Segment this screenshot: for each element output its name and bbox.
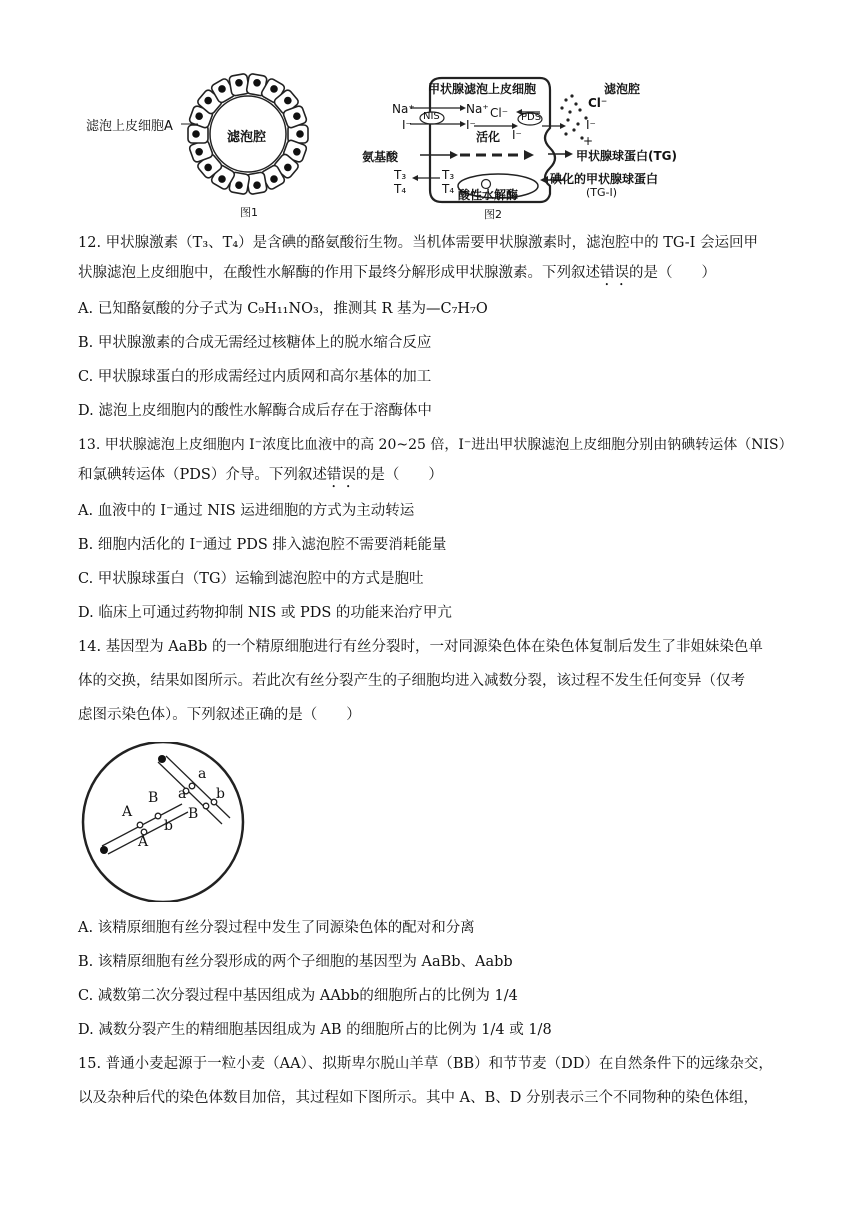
q12-option-d[interactable]: D. 滤泡上皮细胞内的酸性水解酶合成后存在于溶酶体中 bbox=[78, 403, 432, 419]
q12-stem-line2: 状腺滤泡上皮细胞中，在酸性水解酶的作用下最终分解形成甲状腺激素。下列叙述错误的是（ ） bbox=[78, 265, 716, 281]
q14-stem-line3: 虑图示染色体）。下列叙述正确的是（ ） bbox=[78, 707, 361, 723]
q12-stem-line1: 12. 甲状腺激素（T₃、T₄）是含碘的酪氨酸衍生物。当机体需要甲状腺激素时，滤泡腔中的 TG-I 会运回甲 bbox=[78, 235, 759, 251]
q12-option-a[interactable]: A. 已知酪氨酸的分子式为 C₉H₁₁NO₃，推测其 R 基为—C₇H₇O bbox=[78, 301, 488, 317]
figure-1-caption: 图1 bbox=[240, 206, 258, 219]
nis-label: NIS bbox=[423, 111, 440, 122]
gene-label-A: A bbox=[122, 804, 133, 820]
cell-nucleus bbox=[218, 175, 226, 183]
cell-nucleus bbox=[270, 175, 278, 183]
gene-label-a: a bbox=[178, 786, 187, 802]
na-left: Na⁺ bbox=[392, 102, 415, 116]
cell-nucleus bbox=[253, 181, 261, 189]
follicle-cavity-label: 滤泡腔 bbox=[227, 130, 267, 145]
cell-title: 甲状腺滤泡上皮细胞 bbox=[428, 82, 537, 96]
tgi-label: 碘化的甲状腺球蛋白 bbox=[550, 172, 659, 186]
cl-right: Cl⁻ bbox=[588, 96, 608, 110]
cell-nucleus bbox=[235, 181, 243, 189]
gene-label-b: b bbox=[164, 818, 173, 834]
pds-label: PDS bbox=[521, 112, 542, 123]
t4-left: T₄ bbox=[394, 182, 407, 196]
q12-option-c[interactable]: C. 甲状腺球蛋白的形成需经过内质网和高尔基体的加工 bbox=[78, 369, 432, 385]
follicle-diagram bbox=[80, 68, 330, 220]
gene-label-A: A bbox=[138, 834, 149, 850]
i-left: I⁻ bbox=[402, 118, 412, 132]
i-active: I⁻ bbox=[512, 128, 522, 142]
q13-option-a[interactable]: A. 血液中的 I⁻通过 NIS 运进细胞的方式为主动转运 bbox=[78, 503, 415, 519]
q12-option-b[interactable]: B. 甲状腺激素的合成无需经过核糖体上的脱水缩合反应 bbox=[78, 335, 432, 351]
q13-option-c[interactable]: C. 甲状腺球蛋白（TG）运输到滤泡腔中的方式是胞吐 bbox=[78, 571, 424, 587]
i-mid: I⁻ bbox=[466, 118, 476, 132]
cell-nucleus bbox=[195, 112, 203, 120]
chromosome-figure bbox=[78, 742, 248, 902]
cell-nucleus bbox=[293, 112, 301, 120]
q15-stem-line1: 15. 普通小麦起源于一粒小麦（AA）、拟斯卑尔脱山羊草（BB）和节节麦（DD）在自然条件下的远缘杂交， bbox=[78, 1056, 773, 1072]
i-right: I⁻ bbox=[586, 118, 596, 132]
q14-option-a[interactable]: A. 该精原细胞有丝分裂过程中发生了同源染色体的配对和分离 bbox=[78, 920, 475, 936]
gene-label-B: B bbox=[188, 806, 199, 822]
activate-label: 活化 bbox=[476, 130, 501, 144]
cell-nucleus bbox=[293, 148, 301, 156]
cell-nucleus bbox=[296, 130, 304, 138]
gene-label-B: B bbox=[148, 790, 159, 806]
cell-nucleus bbox=[235, 79, 243, 87]
enzyme-label: 酸性水解酶 bbox=[458, 188, 519, 202]
plus-sign: + bbox=[583, 134, 594, 148]
amino-acid-label: 氨基酸 bbox=[362, 150, 399, 164]
q13-stem-line2: 和氯碘转运体（PDS）介导。下列叙述错误的是（ ） bbox=[78, 467, 443, 483]
na-right: Na⁺ bbox=[466, 102, 489, 116]
q14-option-b[interactable]: B. 该精原细胞有丝分裂形成的两个子细胞的基因型为 AaBb、Aabb bbox=[78, 954, 513, 970]
gene-label-b: b bbox=[216, 786, 225, 802]
cell-nucleus bbox=[195, 148, 203, 156]
chromosome-diagram bbox=[78, 742, 248, 902]
cell-nucleus bbox=[192, 130, 200, 138]
t4-in: T₄ bbox=[442, 182, 455, 196]
q13-option-b[interactable]: B. 细胞内活化的 I⁻通过 PDS 排入滤泡腔不需要消耗能量 bbox=[78, 537, 447, 553]
tgi-abbr: (TG-I) bbox=[586, 186, 618, 199]
cell-nucleus bbox=[270, 85, 278, 93]
cavity-title: 滤泡腔 bbox=[604, 82, 641, 96]
q15-stem-line2: 以及杂种后代的染色体数目加倍，其过程如下图所示。其中 A、B、D 分别表示三个不同物种的染色体组， bbox=[78, 1090, 758, 1106]
cell-nucleus bbox=[204, 97, 212, 105]
cell-nucleus bbox=[218, 85, 226, 93]
figure-2-caption: 图2 bbox=[484, 208, 502, 221]
figure-1 bbox=[80, 68, 330, 220]
tg-label: 甲状腺球蛋白(TG) bbox=[576, 149, 678, 163]
cl-mid: Cl⁻ bbox=[490, 106, 509, 120]
gene-label-a: a bbox=[198, 766, 207, 782]
cell-nucleus bbox=[284, 164, 292, 172]
cell-nucleus bbox=[204, 164, 212, 172]
q13-stem-line1: 13. 甲状腺滤泡上皮细胞内 I⁻浓度比血液中的高 20~25 倍，I⁻进出甲状腺滤泡上皮细胞分别由钠碘转运体（NIS） bbox=[78, 437, 793, 453]
cell-nucleus bbox=[284, 97, 292, 105]
q14-option-c[interactable]: C. 减数第二次分裂过程中基因组成为 AAbb的细胞所占的比例为 1/4 bbox=[78, 988, 518, 1004]
t3-in: T₃ bbox=[442, 168, 455, 182]
q13-option-d[interactable]: D. 临床上可通过药物抑制 NIS 或 PDS 的功能来治疗甲亢 bbox=[78, 605, 452, 621]
figure-2 bbox=[362, 68, 690, 221]
t3-left: T₃ bbox=[394, 168, 407, 182]
emphasis-wrong: 错误 bbox=[600, 265, 629, 281]
emphasis-wrong: 错误 bbox=[326, 467, 356, 483]
q14-stem-line2: 体的交换，结果如图所示。若此次有丝分裂产生的子细胞均进入减数分裂，该过程不发生任何变异（仅考 bbox=[78, 673, 745, 689]
cell-nucleus bbox=[253, 79, 261, 87]
q14-stem-line1: 14. 基因型为 AaBb 的一个精原细胞进行有丝分裂时，一对同源染色体在染色体复制后发生了非姐妹染色单 bbox=[78, 639, 763, 655]
follicle-cell-label: 滤泡上皮细胞A bbox=[86, 119, 173, 134]
q14-option-d[interactable]: D. 减数分裂产生的精细胞基因组成为 AB 的细胞所占的比例为 1/4 或 1/8 bbox=[78, 1022, 552, 1038]
